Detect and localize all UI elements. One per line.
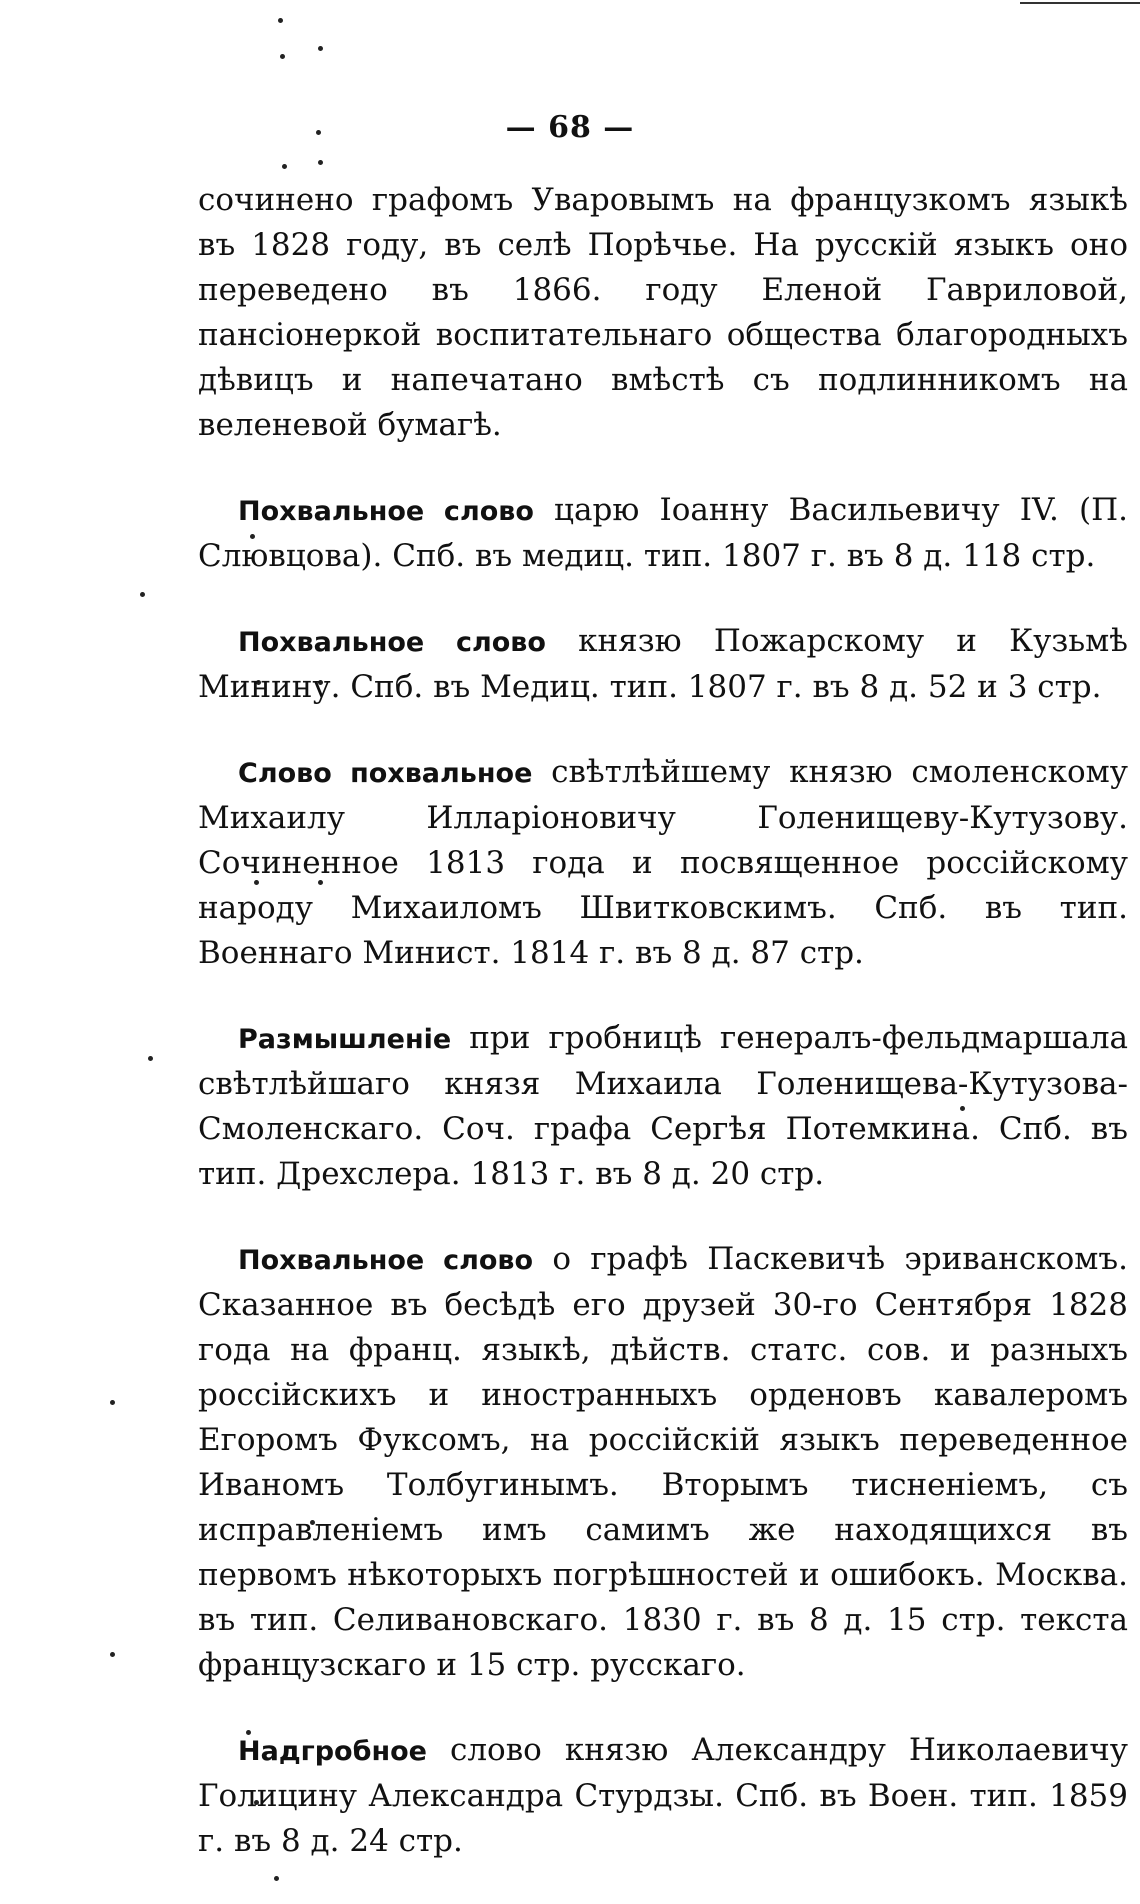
scan-speck bbox=[110, 1400, 115, 1405]
entry-text: царю Іоанну Васильевичу IV. (П. Слювцова). Спб. въ медиц. тип. 1807 г. въ 8 д. 118 стр. bbox=[198, 492, 1128, 574]
scan-speck bbox=[278, 18, 283, 23]
entry-lead: Похвальное слово bbox=[238, 627, 546, 658]
entry-text: о графѣ Паскевичѣ эриванскомъ. Сказанное въ бесѣдѣ его друзей 30-го Сентября 1828 года на франц. языкѣ, дѣйств. статс. сов. и разныхъ россійскихъ и иностранныхъ орденовъ кавалеромъ Егоромъ Фуксомъ, на россійскій языкъ переведенное Иваномъ Толбугинымъ. Вторымъ тисненіемъ, съ исправленіемъ имъ самимъ же находящихся въ первомъ нѣкоторыхъ погрѣшностей и ошибокъ. Москва. въ тип. Селивановскаго. 1830 г. въ 8 д. 15 стр. текста французскаго и 15 стр. русскаго. bbox=[198, 1241, 1128, 1683]
scan-speck bbox=[318, 160, 323, 165]
scan-speck bbox=[140, 592, 145, 597]
scan-speck bbox=[148, 1056, 153, 1061]
scan-speck bbox=[282, 164, 287, 169]
entry-text: свѣтлѣйшему князю смоленскому Михаилу Илларіоновичу Голенищеву-Кутузову. Сочиненное 1813 года и посвященное россійскому народу Михаиломъ Швитковскимъ. Спб. въ тип. Военнаго Минист. 1814 г. въ 8 д. 87 стр. bbox=[198, 754, 1129, 971]
page-number: — 68 — bbox=[505, 110, 635, 145]
entry-text: князю Пожарскому и Кузьмѣ Минину. Спб. въ Медиц. тип. 1807 г. въ 8 д. 52 и 3 стр. bbox=[198, 623, 1128, 705]
entry-text: при гробницѣ генералъ-фельдмаршала свѣтлѣйшаго князя Михаила Голенищева-Кутузова-Смоленскаго. Соч. графа Сергѣя Потемкина. Спб. въ тип. Дрехслера. 1813 г. въ 8 д. 20 стр. bbox=[198, 1020, 1128, 1192]
entry-lead: Размышленіе bbox=[238, 1024, 452, 1055]
bibliography-entry bbox=[198, 488, 1128, 579]
page-text bbox=[198, 178, 1128, 1864]
scan-speck bbox=[274, 1876, 279, 1881]
entry-lead: Похвальное слово bbox=[238, 1245, 534, 1276]
bibliography-entry bbox=[198, 750, 1128, 976]
intro-paragraph: сочинено графомъ Уваровымъ на французкомъ языкѣ въ 1828 году, въ селѣ Порѣчье. На русскій языкъ оно переведено въ 1866. году Еленой Гавриловой, пансіонеркой воспитательнаго общества благородныхъ дѣвицъ и напечатано вмѣстѣ съ подлинникомъ на веленевой бумагѣ. bbox=[198, 182, 1128, 443]
entry-text: слово князю Александру Николаевичу Голицину Александра Стурдзы. Спб. въ Воен. тип. 1859 г. въ 8 д. 24 стр. bbox=[198, 1732, 1128, 1859]
entry-lead: Слово похвальное bbox=[238, 758, 533, 789]
entry-lead: Надгробное bbox=[238, 1736, 427, 1767]
bibliography-entry bbox=[198, 619, 1128, 710]
bibliography-entry bbox=[198, 1728, 1128, 1864]
scan-speck bbox=[280, 54, 285, 59]
bibliography-entry bbox=[198, 1016, 1128, 1197]
top-edge-rule bbox=[1020, 2, 1140, 4]
scan-speck bbox=[318, 46, 323, 51]
entry-lead: Похвальное слово bbox=[238, 496, 534, 527]
scan-speck bbox=[110, 1652, 115, 1657]
bibliography-entry bbox=[198, 1237, 1128, 1688]
